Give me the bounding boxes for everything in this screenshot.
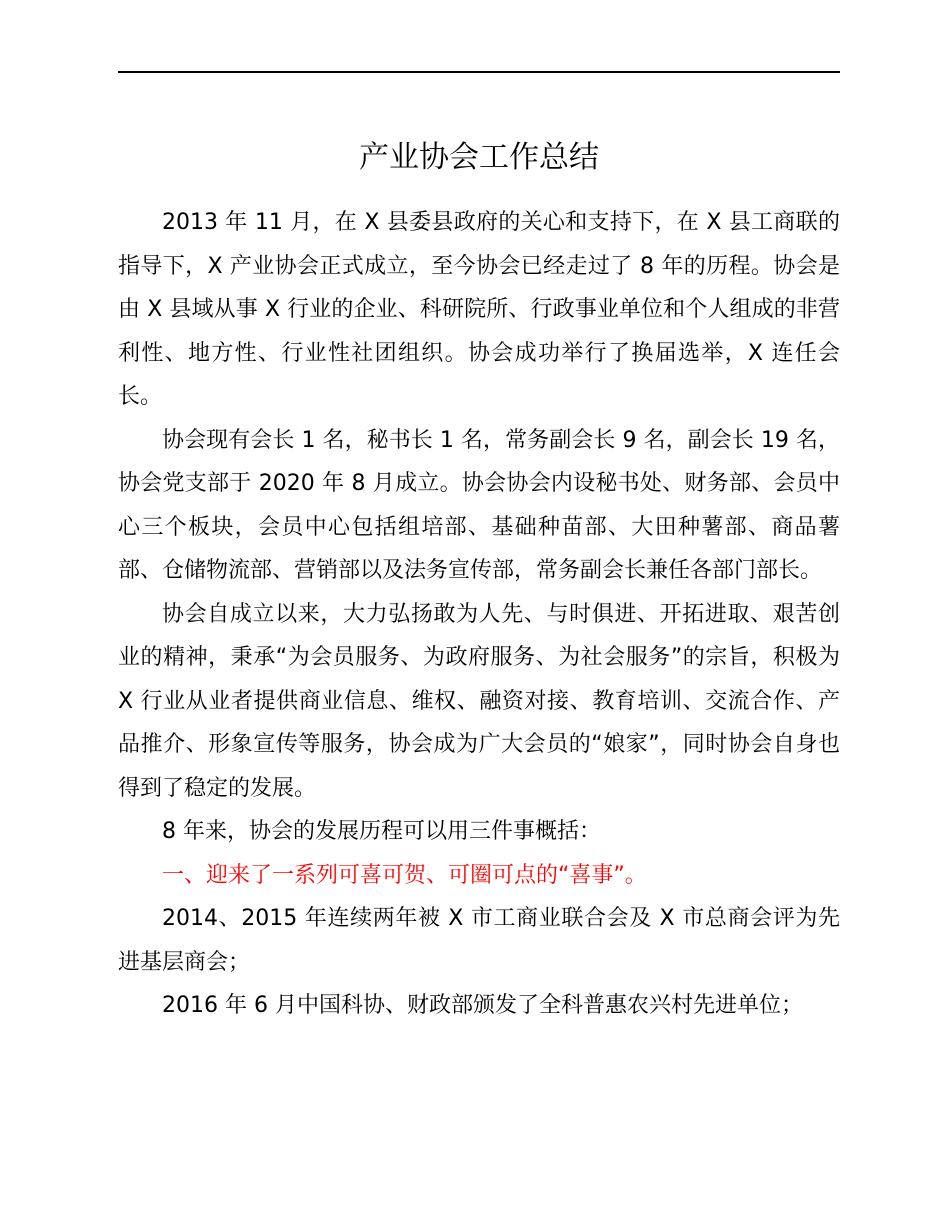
header-rule: [118, 71, 840, 73]
paragraph-award-2014: 2014、2015 年连续两年被 X 市工商业联合会及 X 市总商会评为先进基层商会；: [118, 906, 840, 975]
paragraph-award-2016: 2016 年 6 月中国科协、财政部颁发了全科普惠农兴村先进单位；: [162, 993, 803, 1018]
document-title: 产业协会工作总结: [359, 140, 599, 175]
paragraph-summary-intro: 8 年来，协会的发展历程可以用三件事概括：: [162, 819, 601, 844]
document-body: [118, 201, 840, 1028]
paragraph-founding: 2013 年 11 月，在 X 县委县政府的关心和支持下，在 X 县工商联的指导下，X 产业协会正式成立，至今协会已经走过了 8 年的历程。协会是由 X 县域从事 X 行业的企业、科研院所、行政事业单位和个人组成的非营利性、地方性、行业性社团组织。协会成功举行了换届选举，X 连任会长。: [118, 210, 840, 409]
paragraph-structure: 协会现有会长 1 名，秘书长 1 名，常务副会长 9 名，副会长 19 名，协会党支部于 2020 年 8 月成立。协会协会内设秘书处、财务部、会员中心三个板块，会员中心包括组培部、基础种苗部、大田种薯部、商品薯部、仓储物流部、营销部以及法务宣传部，常务副会长兼任各部门部长。: [118, 427, 840, 583]
paragraph-mission: 协会自成立以来，大力弘扬敢为人先、与时俱进、开拓进取、艰苦创业的精神，秉承“为会员服务、为政府服务、为社会服务”的宗旨，积极为 X 行业从业者提供商业信息、维权、融资对接、教育培训、交流合作、产品推介、形象宣传等服务，协会成为广大会员的“娘家”，同时协会自身也得到了稳定的发展。: [118, 601, 840, 801]
section-heading-1: 一、迎来了一系列可喜可贺、可圈可点的“喜事”。: [162, 862, 647, 888]
